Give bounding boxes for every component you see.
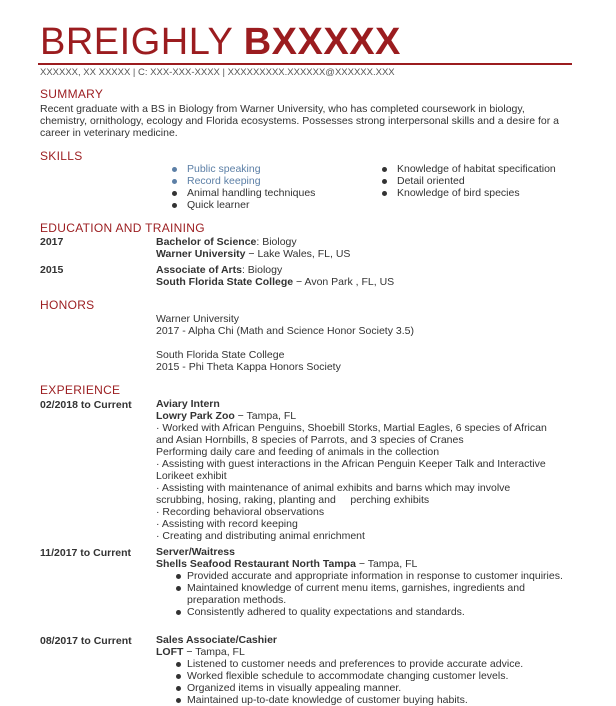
job-bullet: Provided accurate and appropriate information in response to customer inquiries. xyxy=(156,570,572,582)
description-line: · Assisting with record keeping xyxy=(156,518,298,530)
degree: Associate of Arts xyxy=(156,264,242,276)
job-employer-line xyxy=(156,410,296,422)
description-line: scrubbing, hosing, raking, planting and perching exhibits xyxy=(156,494,430,506)
employer: LOFT xyxy=(156,646,184,658)
employer: Shells Seafood Restaurant North Tampa xyxy=(156,558,356,570)
job-bullet: Maintained knowledge of current menu items, garnishes, ingredients and preparation methods. xyxy=(156,582,572,606)
job-bullet: Worked flexible schedule to accommodate changing customer levels. xyxy=(156,670,572,682)
skill-item: Quick learner xyxy=(170,199,315,211)
header-rule xyxy=(38,63,572,65)
separator: − xyxy=(293,276,305,288)
description-line: · Assisting with guest interactions in the African Penguin Keeper Talk and Interactive xyxy=(156,458,546,470)
education-school-line xyxy=(156,276,394,288)
job-bullets xyxy=(156,570,572,618)
last-name: BXXXXX xyxy=(243,21,401,63)
skill-item: Knowledge of habitat specification xyxy=(380,163,556,175)
contact-line: XXXXXX, XX XXXXX | C: XXX-XXX-XXXX | XXXXXXXXX.XXXXXX@XXXXXX.XXX xyxy=(40,67,395,78)
job-bullet: Consistently adhered to quality expectations and standards. xyxy=(156,606,572,618)
job-role: Sales Associate/Cashier xyxy=(156,634,278,646)
location: Lake Wales, FL, US xyxy=(257,248,351,260)
education-heading: EDUCATION AND TRAINING xyxy=(40,221,205,235)
description-line: and Asian Hornbills, 8 species of Parrots, and 3 species of Cranes xyxy=(156,434,464,446)
skills-heading: SKILLS xyxy=(40,149,83,163)
summary-heading: SUMMARY xyxy=(40,87,104,101)
job-employer-line xyxy=(156,558,417,570)
separator: − xyxy=(355,558,368,570)
job-employer-line xyxy=(156,646,245,658)
job-role: Aviary Intern xyxy=(156,398,220,410)
separator: − xyxy=(245,248,258,260)
honor-school: South Florida State College xyxy=(156,349,285,361)
skill-item: Animal handling techniques xyxy=(170,187,315,199)
summary-text: Recent graduate with a BS in Biology from Warner University, who has completed coursework in biology, chemistry, ornithology, ecology and Florida ecosystems. Possesses strong interpersonal skills and a desire for a career in veterinary medicine. xyxy=(40,103,560,139)
candidate-name xyxy=(40,20,401,64)
skills-list-right xyxy=(380,163,556,199)
education-year: 2017 xyxy=(40,236,64,248)
job-dates: 02/2018 to Current xyxy=(40,399,132,411)
field: : Biology xyxy=(256,236,297,248)
first-name: BREIGHLY xyxy=(40,21,233,63)
school: Warner University xyxy=(156,248,246,260)
description-line: · Worked with African Penguins, Shoebill Storks, Martial Eagles, 6 species of African xyxy=(156,422,547,434)
skill-item: Record keeping xyxy=(170,175,315,187)
employer: Lowry Park Zoo xyxy=(156,410,235,422)
education-school-line xyxy=(156,248,350,260)
experience-heading: EXPERIENCE xyxy=(40,383,121,397)
job-bullets xyxy=(156,658,572,706)
field: : Biology xyxy=(241,264,283,276)
honor-detail: 2017 - Alpha Chi (Math and Science Honor Society 3.5) xyxy=(156,325,414,337)
education-degree-line xyxy=(156,264,282,276)
location: Tampa, FL xyxy=(195,646,245,658)
job-bullet: Organized items in visually appealing manner. xyxy=(156,682,572,694)
description-line: · Recording behavioral observations xyxy=(156,506,325,518)
description-line: Performing daily care and feeding of animals in the collection xyxy=(156,446,440,458)
job-dates: 11/2017 to Current xyxy=(40,547,132,559)
honor-detail: 2015 - Phi Theta Kappa Honors Society xyxy=(156,361,341,373)
description-line: · Creating and distributing animal enrichment xyxy=(156,530,365,542)
degree: Bachelor of Science xyxy=(156,236,257,248)
skill-item: Knowledge of bird species xyxy=(380,187,556,199)
location: Avon Park , FL, US xyxy=(304,276,395,288)
job-role: Server/Waitress xyxy=(156,546,235,558)
skills-list-left xyxy=(170,163,315,211)
job-dates: 08/2017 to Current xyxy=(40,635,132,647)
skill-item: Detail oriented xyxy=(380,175,556,187)
description-line: · Assisting with maintenance of animal exhibits and barns which may involve xyxy=(156,482,511,494)
description-line: Lorikeet exhibit xyxy=(156,470,227,482)
honors-heading: HONORS xyxy=(40,298,95,312)
honor-school: Warner University xyxy=(156,313,240,325)
job-description xyxy=(156,422,572,542)
job-bullet: Maintained up-to-date knowledge of customer buying habits. xyxy=(156,694,572,706)
education-year: 2015 xyxy=(40,264,64,276)
job-bullet: Listened to customer needs and preferences to provide accurate advice. xyxy=(156,658,572,670)
skill-item: Public speaking xyxy=(170,163,315,175)
location: Tampa, FL xyxy=(246,410,297,422)
separator: − xyxy=(183,646,196,658)
school: South Florida State College xyxy=(156,276,294,288)
education-degree-line xyxy=(156,236,297,248)
separator: − xyxy=(234,410,247,422)
location: Tampa, FL xyxy=(367,558,418,570)
